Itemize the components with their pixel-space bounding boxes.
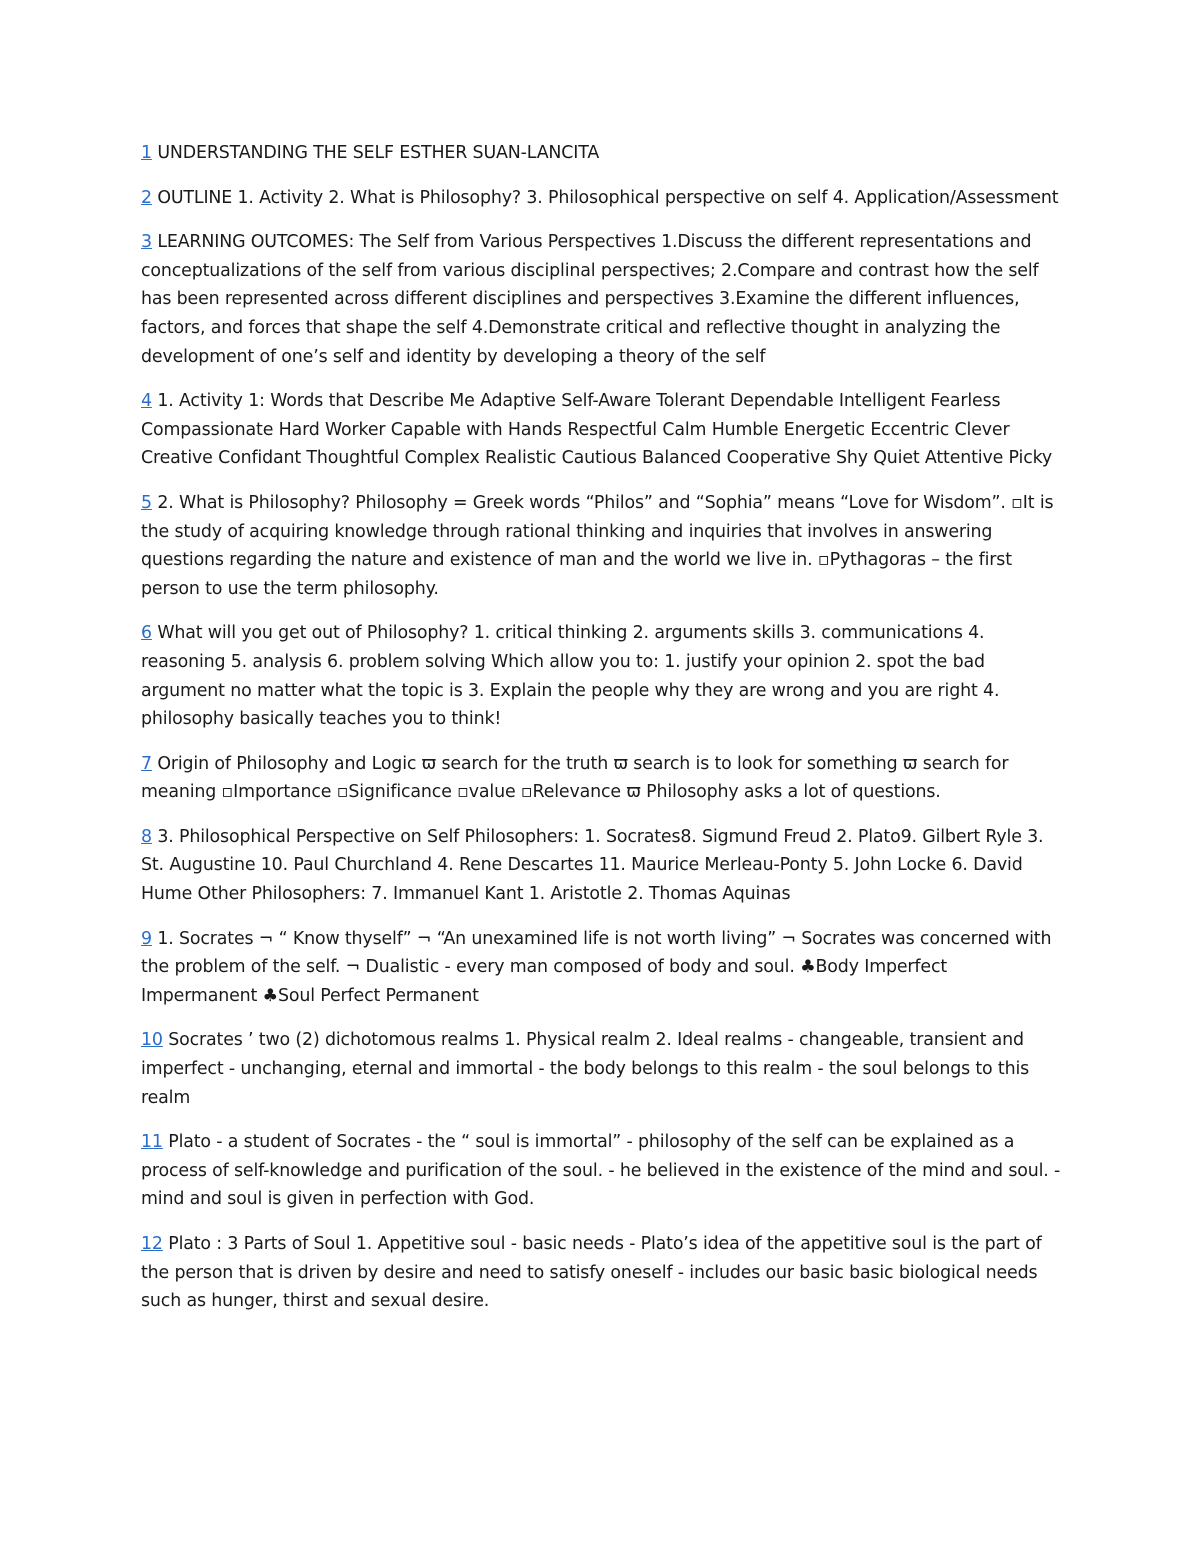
paragraph-text: Plato - a student of Socrates - the “ soul is immortal” - philosophy of the self can be explained as a process of self-knowledge and purification of the soul. - he believed in the existence of the mind and soul. - mind and soul is given in perfection with God. (141, 1132, 1061, 1210)
document-page (141, 139, 1061, 1332)
paragraph-text: 1. Activity 1: Words that Describe Me Adaptive Self-Aware Tolerant Dependable Intelligent Fearless Compassionate Hard Worker Capable with Hands Respectful Calm Humble Energetic Eccentric Clever Creative Confidant Thoughtful Complex Realistic Cautious Balanced Cooperative Shy Quiet Attentive Picky (141, 391, 1053, 469)
paragraph-3 (141, 228, 1061, 371)
paragraph-7 (141, 750, 1061, 807)
paragraph-10 (141, 1026, 1061, 1112)
paragraph-number-link[interactable]: 9 (141, 928, 152, 949)
paragraph-number-link[interactable]: 2 (141, 187, 152, 208)
paragraph-number-link[interactable]: 7 (141, 753, 152, 774)
paragraph-text: OUTLINE 1. Activity 2. What is Philosophy? 3. Philosophical perspective on self 4. Application/Assessment (157, 187, 1059, 208)
paragraph-text: LEARNING OUTCOMES: The Self from Various Perspectives 1.Discuss the different representations and conceptualizations of the self from various disciplinal perspectives; 2.Compare and contrast how the self has been represented across different disciplines and perspectives 3.Examine the different influences, factors, and forces that shape the self 4.Demonstrate critical and reflective thought in analyzing the development of one’s self and identity by developing a theory of the self (141, 232, 1039, 367)
paragraph-11 (141, 1128, 1061, 1214)
paragraph-text: Origin of Philosophy and Logic ϖ search for the truth ϖ search is to look for something ϖ search for meaning ▫Importance ▫Significance ▫value ▫Relevance ϖ Philosophy asks a lot of questions. (141, 753, 1009, 803)
paragraph-number-link[interactable]: 4 (141, 391, 152, 412)
paragraph-text: 1. Socrates ¬ “ Know thyself” ¬ “An unexamined life is not worth living” ¬ Socrates was concerned with the problem of the self. ¬ Dualistic - every man composed of body and soul. ♣Body Imperfect Impermanent ♣Soul Perfect Permanent (141, 928, 1052, 1006)
paragraph-1 (141, 139, 1061, 168)
paragraph-text: Plato : 3 Parts of Soul 1. Appetitive soul - basic needs - Plato’s idea of the appetitive soul is the part of the person that is driven by desire and need to satisfy oneself - includes our basic basic biological needs such as hunger, thirst and sexual desire. (141, 1234, 1042, 1312)
paragraph-2 (141, 184, 1061, 213)
paragraph-number-link[interactable]: 3 (141, 232, 152, 253)
paragraph-8 (141, 823, 1061, 909)
paragraph-number-link[interactable]: 10 (141, 1030, 163, 1051)
paragraph-12 (141, 1230, 1061, 1316)
paragraph-6 (141, 619, 1061, 733)
paragraph-number-link[interactable]: 8 (141, 826, 152, 847)
paragraph-9 (141, 925, 1061, 1011)
paragraph-4 (141, 387, 1061, 473)
paragraph-text: 2. What is Philosophy? Philosophy = Greek words “Philos” and “Sophia” means “Love for Wisdom”. ▫It is the study of acquiring knowledge through rational thinking and inquiries that involves in answering questions regarding the nature and existence of man and the world we live in. ▫Pythagoras – the first person to use the term philosophy. (141, 492, 1054, 599)
paragraph-text: UNDERSTANDING THE SELF ESTHER SUAN-LANCITA (157, 143, 600, 163)
paragraph-text: 3. Philosophical Perspective on Self Philosophers: 1. Socrates8. Sigmund Freud 2. Plato9. Gilbert Ryle 3. St. Augustine 10. Paul Churchland 4. Rene Descartes 11. Maurice Merleau-Ponty 5. John Locke 6. David Hume Other Philosophers: 7. Immanuel Kant 1. Aristotle 2. Thomas Aquinas (141, 826, 1044, 905)
paragraph-number-link[interactable]: 5 (141, 492, 152, 513)
paragraph-5 (141, 489, 1061, 603)
paragraph-number-link[interactable]: 11 (141, 1132, 163, 1153)
paragraph-text: Socrates ’ two (2) dichotomous realms 1. Physical realm 2. Ideal realms - changeable, transient and imperfect - unchanging, eternal and immortal - the body belongs to this realm - the soul belongs to this realm (141, 1030, 1030, 1108)
paragraph-number-link[interactable]: 1 (141, 143, 152, 163)
paragraph-number-link[interactable]: 6 (141, 623, 152, 644)
paragraph-number-link[interactable]: 12 (141, 1234, 163, 1254)
paragraph-text: What will you get out of Philosophy? 1. critical thinking 2. arguments skills 3. communications 4. reasoning 5. analysis 6. problem solving Which allow you to: 1. justify your opinion 2. spot the bad argument no matter what the topic is 3. Explain the people why they are wrong and you are right 4. philosophy basically teaches you to think! (141, 623, 1000, 730)
